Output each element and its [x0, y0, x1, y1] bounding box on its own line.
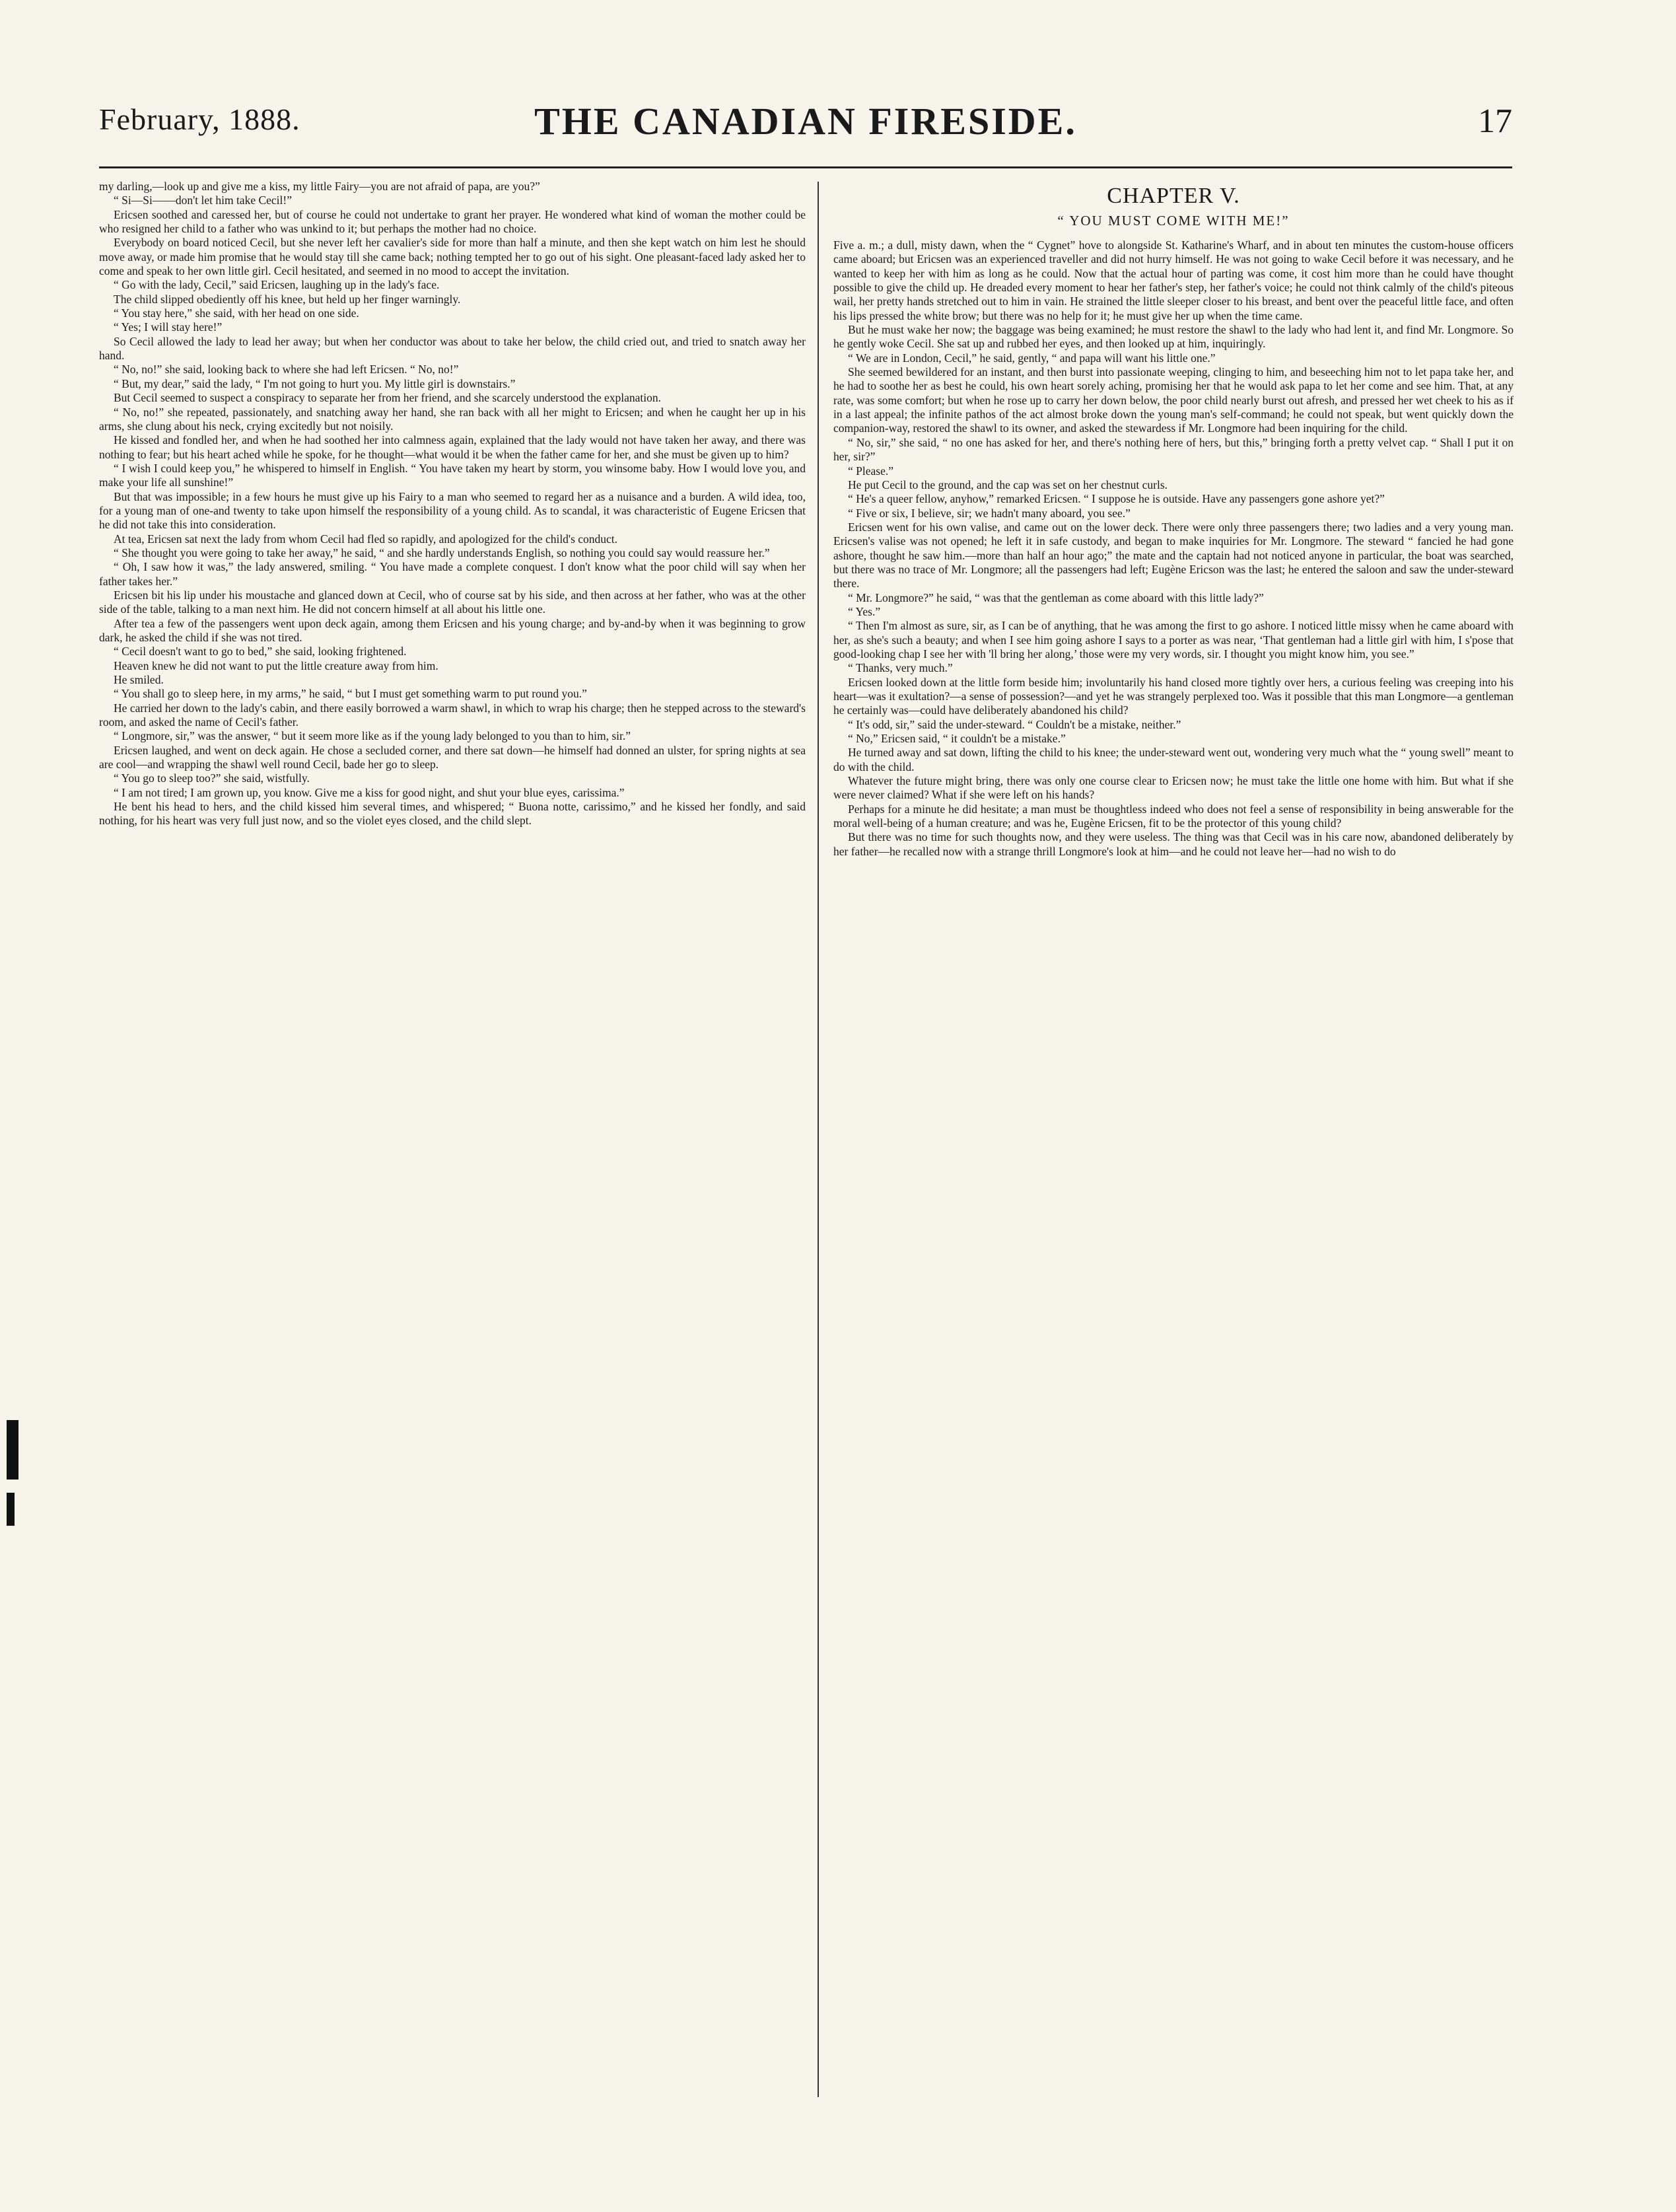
paragraph: The child slipped obediently off his knee, but held up her finger warningly. [114, 292, 461, 306]
paragraph: “ Cecil doesn't want to go to bed,” she said, looking frightened. [114, 645, 407, 659]
paragraph: Everybody on board noticed Cecil, but she never left her cavalier's side for more than half a minute, and then she kept watch on him lest he should move away, or made him promise that he would stay till she came back; nothing tempted her to go out of his sight. One pleasant-faced lady asked her to come and speak to her own little girl. Cecil hesitated, and seemed in no mood to accept the invitation. [99, 236, 806, 278]
paragraph: “ Mr. Longmore?” he said, “ was that the gentleman as come aboard with this little lady?” [848, 590, 1264, 604]
paragraph: “ Longmore, sir,” was the answer, “ but it seem more like as if the young lady belonged to you than to him, sir.” [114, 729, 631, 743]
paragraph: “ But, my dear,” said the lady, “ I'm not going to hurt you. My little girl is downstairs.” [114, 376, 516, 390]
paragraph: “ Yes; I will stay here!” [114, 320, 223, 334]
paragraph: After tea a few of the passengers went upon deck again, among them Ericsen and his young charge; and by-and-by when it was beginning to grow dark, he asked the child if she was not tired. [99, 616, 806, 644]
paragraph: “ You go to sleep too?” she said, wistfully. [114, 771, 310, 785]
paragraph: “ No, no!” she said, looking back to where she had left Ericsen. “ No, no!” [114, 363, 459, 376]
paragraph: Ericsen went for his own valise, and came out on the lower deck. There were only three passengers there; two ladies and a very young man. Ericsen's valise was not opened; he left it in safe custody, and began to make inquiries for Mr. Longmore. The steward “ fancied he had gone ashore, thought he saw him.—more than half an hour ago;” the mate and the captain had not noticed anyone in particular, the boat was searched, but there was no trace of Mr. Longmore; all the passengers had left; Eugène Ericson was the last; he entered the saloon and saw the under-steward there. [833, 520, 1514, 590]
page-header [99, 99, 1512, 145]
paragraph: “ We are in London, Cecil,” he said, gently, “ and papa will want his little one.” [848, 351, 1216, 365]
paragraph: “ No,” Ericsen said, “ it couldn't be a mistake.” [848, 732, 1066, 746]
paragraph: Ericsen laughed, and went on deck again. He chose a secluded corner, and there sat down—he himself had donned an ulster, for spring nights at sea are cool—and wrapping the shawl well round Cecil, bade her go to sleep. [99, 743, 806, 771]
right-column [833, 180, 1514, 2148]
chapter-subtitle: “ YOU MUST COME WITH ME!” [1057, 213, 1290, 229]
paragraph: “ Then I'm almost as sure, sir, as I can be of anything, that he was among the first to go ashore. I noticed little missy when he came aboard with her, as she's such a beauty; and when I see him going ashore I says to a porter as was near, ‘That gentleman had a little girl with him, I s'pose that good-looking chap I see her with 'll bring her along,’ those were my very words, sir. I thought you might know him, you see.” [833, 619, 1514, 660]
paragraph: “ Please.” [848, 464, 893, 478]
paragraph: He carried her down to the lady's cabin, and there easily borrowed a warm shawl, in which to wrap his charge; then he stepped across to the steward's room, and asked the name of Cecil's father. [99, 701, 806, 729]
paragraph: But there was no time for such thoughts now, and they were useless. The thing was that Cecil was in his care now, abandoned deliberately by her father—he recalled now with a strange thrill Longmore's look at him—and he could not leave her—had no wish to do [833, 830, 1514, 858]
paragraph: But Cecil seemed to suspect a conspiracy to separate her from her friend, and she scarcely understood the explanation. [114, 391, 662, 405]
paragraph: “ Si—Si——don't let him take Cecil!” [114, 194, 292, 207]
scan-edge-mark [7, 1420, 18, 1480]
paragraph: “ Five or six, I believe, sir; we hadn't many aboard, you see.” [848, 506, 1131, 520]
issue-date: February, 1888. [99, 102, 300, 136]
paragraph: Heaven knew he did not want to put the little creature away from him. [114, 659, 438, 672]
page-number: 17 [1478, 102, 1512, 140]
chapter-body [833, 238, 1514, 859]
header-rule [99, 166, 1512, 168]
paragraph: So Cecil allowed the lady to lead her away; but when her conductor was about to take her below, the child cried out, and tried to snatch away her hand. [99, 334, 806, 363]
paragraph: He put Cecil to the ground, and the cap was set on her chestnut curls. [848, 478, 1168, 491]
publication-title: THE CANADIAN FIRESIDE. [534, 100, 1077, 143]
paragraph: At tea, Ericsen sat next the lady from whom Cecil had fled so rapidly, and apologized for the child's conduct. [114, 532, 618, 546]
paragraph: He bent his head to hers, and the child kissed him several times, and whispered; “ Buona notte, carissimo,” and he kissed her fondly, and said nothing, for his heart was very full just now, and so the violet eyes closed, and the child slept. [99, 800, 806, 828]
paragraph: He turned away and sat down, lifting the child to his knee; the under-steward went out, wondering very much what the “ young swell” meant to do with the child. [833, 746, 1514, 773]
paragraph: She seemed bewildered for an instant, and then burst into passionate weeping, clinging to him, and beseeching him not to let papa take her, and he had to soothe her as best he could, his own heart sorely aching, promising her that he would ask papa to let her come and see him. That, at any rate, was some comfort; but when he rose up to carry her down below, the poor child nearly burst out afresh, and pressed her wet cheek to his as if in a last appeal; the infinite pathos of the act almost broke down the young man's self-command; he could not speak, but went quickly down the companion-way, restored the shawl to its owner, and asked the stewardess if Mr. Longmore had been inquiring for the child. [833, 365, 1514, 435]
paragraph: “ Yes.” [848, 604, 881, 618]
chapter-heading: CHAPTER V. [1107, 184, 1240, 208]
paragraph: “ I wish I could keep you,” he whispered to himself in English. “ You have taken my heart by storm, you winsome baby. How I would love you, and make your life all sunshine!” [99, 461, 806, 489]
paragraph: “ Thanks, very much.” [848, 661, 953, 675]
paragraph: “ Go with the lady, Cecil,” said Ericsen, laughing up in the lady's face. [114, 278, 440, 292]
left-column [99, 180, 806, 2148]
paragraph: Perhaps for a minute he did hesitate; a man must be thoughtless indeed who does not feel a sense of responsibility in being answerable for the moral well-being of a human creature; and was he, Eugène Ericsen, fit to be the protector of this young child? [833, 802, 1514, 830]
paragraph: “ I am not tired; I am grown up, you know. Give me a kiss for good night, and shut your blue eyes, carissima.” [114, 785, 625, 799]
paragraph: He smiled. [114, 673, 164, 687]
paragraph: “ You shall go to sleep here, in my arms,” he said, “ but I must get something warm to put round you.” [114, 687, 587, 701]
paragraph: Whatever the future might bring, there was only one course clear to Ericsen now; he must take the little one home with him. But what if she were never claimed? What if she were left on his hands? [833, 774, 1514, 802]
paragraph: He kissed and fondled her, and when he had soothed her into calmness again, explained that the lady would not have taken her away, and there was nothing to fear; but his heart ached while he spoke, for he thought—what would it be when the father came for her, and she must be given up to him? [99, 433, 806, 461]
paragraph: “ You stay here,” she said, with her head on one side. [114, 306, 359, 320]
paragraph: “ No, no!” she repeated, passionately, and snatching away her hand, she ran back with all her might to Ericsen; and when he caught her up in his arms, she clung about his neck, crying excitedly but not noisily. [99, 405, 806, 433]
paragraph: Five a. m.; a dull, misty dawn, when the “ Cygnet” hove to alongside St. Katharine's Wharf, and in about ten minutes the custom-house officers came aboard; but Ericsen was an experienced traveller and did not hurry himself. He was not going to wake Cecil before it was necessary, and he wanted to keep her with him as long as he could. Now that the actual hour of parting was come, it cost him more than he could have thought possible to give the child up. He dreaded every moment to hear her father's step, her father's voice; he could not think calmly of the child's piteous wail, her pretty hands stretched out to him in vain. He strained the little sleeper closer to his breast, and bent over the peaceful little face, and often his lips pressed the white brow; but there was no help for it; he must give her up when the time came. [833, 238, 1514, 322]
paragraph: But that was impossible; in a few hours he must give up his Fairy to a man who seemed to regard her as a nuisance and a burden. A wild idea, too, for a young man of one-and twenty to take upon himself the responsibility of a young child. As to scandal, it was characteristic of Eugene Ericsen that he did not take this into consideration. [99, 489, 806, 532]
paragraph: Ericsen looked down at the little form beside him; involuntarily his hand closed more tightly over hers, a curious feeling was creeping into his heart—was it exultation?—a sense of possession?—and yet he was strangely perplexed too. Was it possible that this man Longmore—a gentleman he certainly was—could have deliberately abandoned his child? [833, 675, 1514, 717]
paragraph: “ It's odd, sir,” said the under-steward. “ Couldn't be a mistake, neither.” [848, 717, 1181, 731]
paragraph: “ No, sir,” she said, “ no one has asked for her, and there's nothing here of hers, but this,” bringing forth a pretty velvet cap. “ Shall I put it on her, sir?” [833, 435, 1514, 464]
paragraph: “ She thought you were going to take her away,” he said, “ and she hardly understands English, so nothing you could say would reassure her.” [114, 546, 770, 559]
paragraph: Ericsen soothed and caressed her, but of course he could not undertake to grant her prayer. He wondered what kind of woman the mother could be who resigned her child to a father who was unkind to it; but perhaps the mother had no choice. [99, 207, 806, 236]
column-divider [818, 182, 819, 2097]
paragraph: “ He's a queer fellow, anyhow,” remarked Ericsen. “ I suppose he is outside. Have any passengers gone ashore yet?” [848, 492, 1385, 506]
paragraph: “ Oh, I saw how it was,” the lady answered, smiling. “ You have made a complete conquest. I don't know what the poor child will say when her father takes her.” [99, 560, 806, 588]
paragraph: But he must wake her now; the baggage was being examined; he must restore the shawl to the lady who had lent it, and find Mr. Longmore. So he gently woke Cecil. She sat up and rubbed her eyes, and then looked up at him, inquiringly. [833, 323, 1514, 351]
scan-edge-mark [7, 1493, 15, 1526]
paragraph: Ericsen bit his lip under his moustache and glanced down at Cecil, who of course sat by his side, and then across at her father, who was at the other side of the table, talking to a man next him. He did not concern himself at all about his little one. [99, 588, 806, 616]
paragraph: my darling,—look up and give me a kiss, my little Fairy—you are not afraid of papa, are you?” [99, 180, 540, 193]
